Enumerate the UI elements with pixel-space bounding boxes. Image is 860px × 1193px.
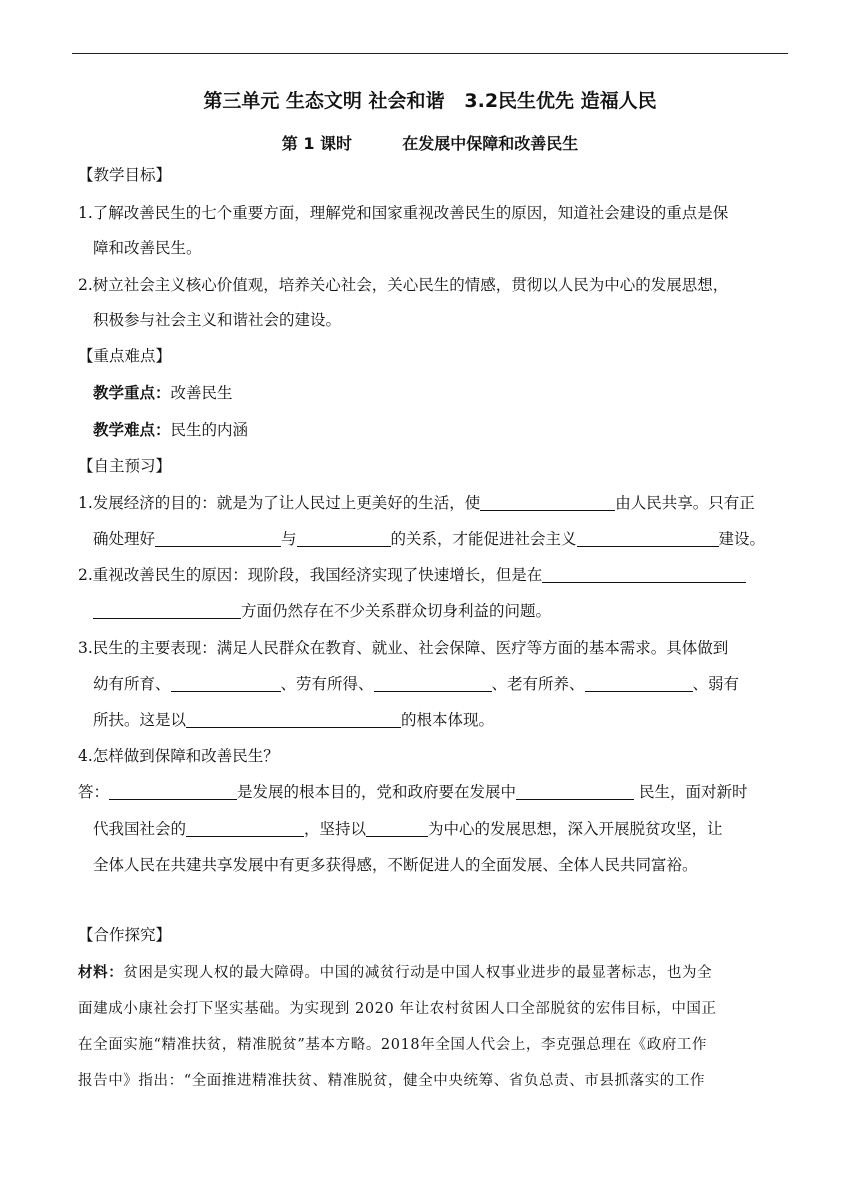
header-rule: [72, 53, 788, 54]
preview-q3-line-3: [93, 709, 494, 731]
a4-text-e: ，坚持以: [304, 820, 367, 838]
fill-blank[interactable]: [171, 675, 281, 692]
q2-text-b: 方面仍然存在不少关系群众切身利益的问题。: [241, 602, 552, 620]
material-text-1: 贫困是实现人权的最大障碍。中国的减贫行动是中国人权事业进步的最显著标志，也为全: [123, 965, 713, 981]
section-heading-keypoints: 【重点难点】: [78, 347, 172, 365]
q3-text-g: 的根本体现。: [401, 711, 495, 729]
fill-blank[interactable]: [542, 566, 746, 583]
q3-text-d: 、老有所养、: [491, 675, 585, 693]
material-line-4: 报告中》指出：“全面推进精准扶贫、精准脱贫，健全中央统筹、省负总责、市县抓落实的工作: [78, 1073, 706, 1089]
fill-blank[interactable]: [297, 530, 391, 547]
section-heading-goals: 【教学目标】: [78, 166, 172, 184]
q3-text-b: 幼有所育、: [93, 675, 171, 693]
goal-item-1-line-2: 障和改善民生。: [93, 239, 202, 257]
preview-q3-line-2: [93, 673, 739, 695]
fill-blank[interactable]: [577, 530, 719, 547]
fill-blank[interactable]: [516, 783, 634, 800]
preview-q1-line-1: [78, 492, 755, 514]
preview-q2-line-2: [93, 600, 551, 622]
fill-blank[interactable]: [155, 530, 281, 547]
fill-blank[interactable]: [186, 820, 304, 837]
q1-text-e: 的关系，才能促进社会主义: [390, 530, 577, 548]
q1-text-a: 1.发展经济的目的：就是为了让人民过上更美好的生活，使: [78, 494, 481, 512]
q3-text-f: 所扶。这是以: [93, 711, 187, 729]
q1-text-c: 确处理好: [93, 530, 156, 548]
a4-text-b: 是发展的根本目的，党和政府要在发展中: [237, 783, 517, 801]
difficulty-value: 民生的内涵: [170, 421, 249, 439]
fill-blank[interactable]: [480, 494, 615, 511]
preview-q4: 4.怎样做到保障和改善民生？: [78, 747, 279, 765]
teaching-focus: [93, 382, 233, 404]
preview-q2-line-1: [78, 564, 746, 586]
fill-blank[interactable]: [186, 711, 401, 728]
a4-text-f: 为中心的发展思想，深入开展脱贫攻坚，让: [428, 820, 723, 838]
goal-item-1-line-1: 1.了解改善民生的七个重要方面，理解党和国家重视改善民生的原因，知道社会建设的重点是保: [78, 204, 729, 222]
goal-item-2-line-1: 2.树立社会主义核心价值观，培养关心社会，关心民生的情感，贯彻以人民为中心的发展思想，: [78, 276, 729, 294]
lesson-subtitle: 第 1 课时 在发展中保障和改善民生: [281, 134, 579, 153]
a4-text-d: 代我国社会的: [93, 820, 187, 838]
q3-text-e: 、弱有: [692, 675, 740, 693]
fill-blank[interactable]: [109, 783, 237, 800]
focus-value: 改善民生: [170, 384, 233, 402]
fill-blank[interactable]: [585, 675, 693, 692]
material-label: 材料：: [78, 965, 124, 981]
section-heading-explore: 【合作探究】: [78, 926, 172, 944]
answer-4-line-2: [93, 818, 723, 840]
focus-label: 教学重点：: [93, 384, 171, 402]
preview-q3-line-1: 3.民生的主要表现：满足人民群众在教育、就业、社会保障、医疗等方面的基本需求。具体做到: [78, 639, 729, 657]
page-title: 第三单元 生态文明 社会和谐 3.2民生优先 造福人民: [203, 90, 657, 112]
answer-4-line-3: 全体人民在共建共享发展中有更多获得感，不断促进人的全面发展、全体人民共同富裕。: [93, 856, 698, 874]
q1-text-f: 建设。: [718, 530, 766, 548]
material-line-1: [78, 962, 712, 984]
q2-text-a: 2.重视改善民生的原因：现阶段，我国经济实现了快速增长，但是在: [78, 566, 543, 584]
q1-text-d: 与: [281, 530, 297, 548]
answer-4-line-1: [78, 781, 747, 803]
fill-blank[interactable]: [366, 820, 428, 837]
fill-blank[interactable]: [93, 602, 241, 619]
preview-q1-line-2: [93, 528, 765, 550]
section-heading-preview: 【自主预习】: [78, 457, 172, 475]
difficulty-label: 教学难点：: [93, 421, 171, 439]
a4-text-a: 答：: [78, 783, 110, 801]
q3-text-c: 、劳有所得、: [280, 675, 374, 693]
q1-text-b: 由人民共享。只有正: [615, 494, 755, 512]
teaching-difficulty: [93, 419, 248, 441]
material-line-3: 在全面实施“精准扶贫，精准脱贫”基本方略。2018年全国人代会上，李克强总理在《政府工作: [78, 1037, 708, 1053]
goal-item-2-line-2: 积极参与社会主义和谐社会的建设。: [93, 311, 342, 329]
material-line-2: 面建成小康社会打下坚实基础。为实现到 2020 年让农村贫困人口全部脱贫的宏伟目标，中国正: [78, 1001, 717, 1017]
fill-blank[interactable]: [374, 675, 492, 692]
a4-text-c: 民生，面对新时: [634, 783, 748, 801]
